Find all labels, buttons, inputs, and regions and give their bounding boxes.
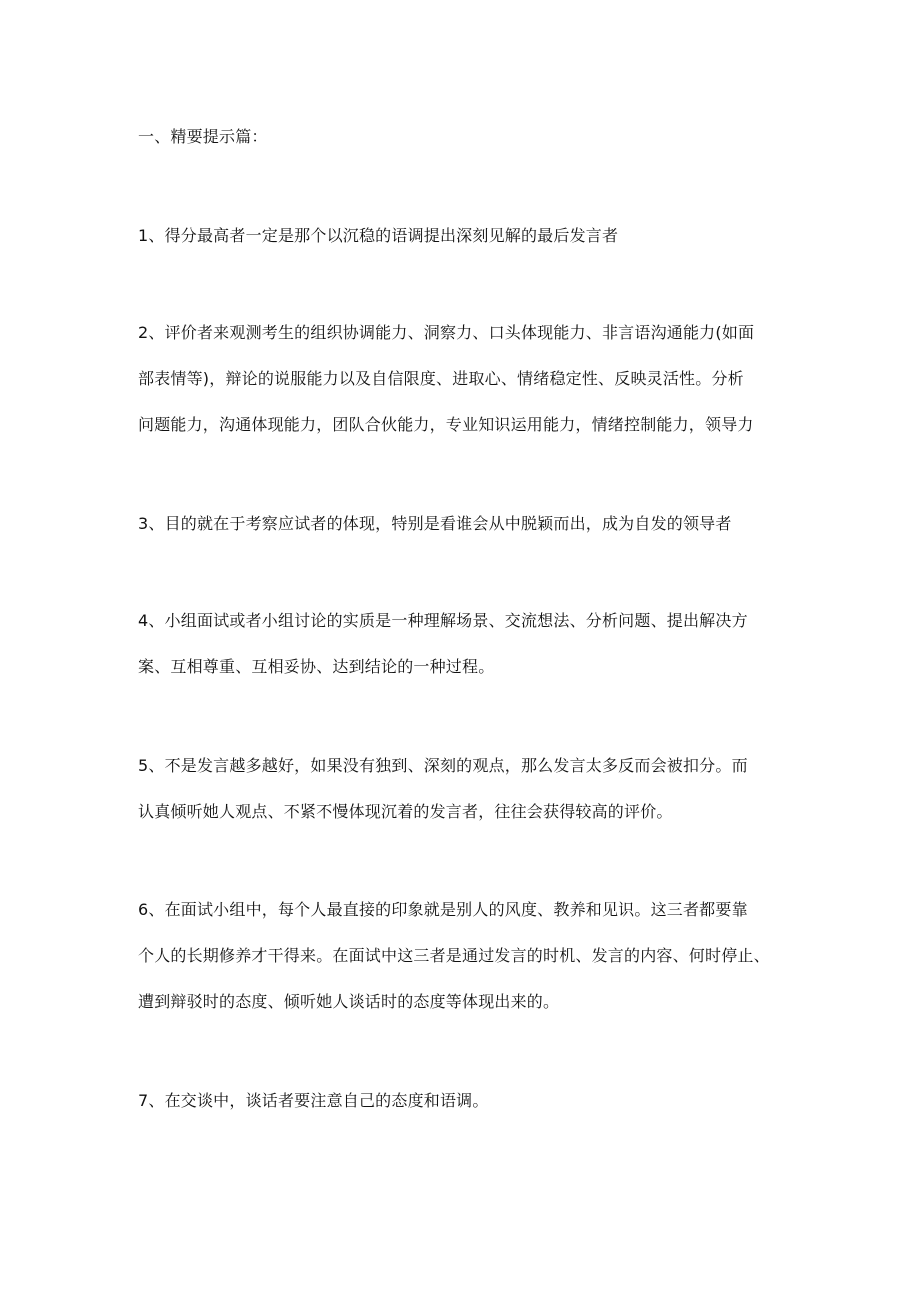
item-6-line-3: 遭到辩驳时的态度、倾听她人谈话时的态度等体现出来的。 — [138, 992, 560, 1011]
item-5-line-2: 认真倾听她人观点、不紧不慢体现沉着的发言者，往往会获得较高的评价。 — [138, 802, 673, 821]
item-4-line-2: 案、互相尊重、互相妥协、达到结论的一种过程。 — [138, 657, 495, 676]
item-2-line-3: 问题能力，沟通体现能力，团队合伙能力，专业知识运用能力，情绪控制能力，领导力 — [138, 415, 754, 434]
item-7-line-1: 7、在交谈中，谈话者要注意自己的态度和语调。 — [138, 1091, 489, 1110]
item-2-line-2: 部表情等)，辩论的说服能力以及自信限度、进取心、情绪稳定性、反映灵活性。分析 — [138, 369, 744, 388]
item-3-line-1: 3、目的就在于考察应试者的体现，特别是看谁会从中脱颖而出，成为自发的领导者 — [138, 514, 732, 533]
item-6-line-2: 个人的长期修养才干得来。在面试中这三者是通过发言的时机、发言的内容、何时停止、 — [138, 946, 770, 965]
item-4-line-1: 4、小组面试或者小组讨论的实质是一种理解场景、交流想法、分析问题、提出解决方 — [138, 611, 748, 630]
item-6-line-1: 6、在面试小组中，每个人最直接的印象就是别人的风度、教养和见识。这三者都要靠 — [138, 900, 748, 919]
item-5-line-1: 5、不是发言越多越好，如果没有独到、深刻的观点，那么发言太多反而会被扣分。而 — [138, 756, 748, 775]
item-2-line-1: 2、评价者来观测考生的组织协调能力、洞察力、口头体现能力、非言语沟通能力(如面 — [138, 323, 755, 342]
item-1-line-1: 1、得分最高者一定是那个以沉稳的语调提出深刻见解的最后发言者 — [138, 226, 619, 245]
section-heading: 一、精要提示篇： — [138, 127, 268, 146]
